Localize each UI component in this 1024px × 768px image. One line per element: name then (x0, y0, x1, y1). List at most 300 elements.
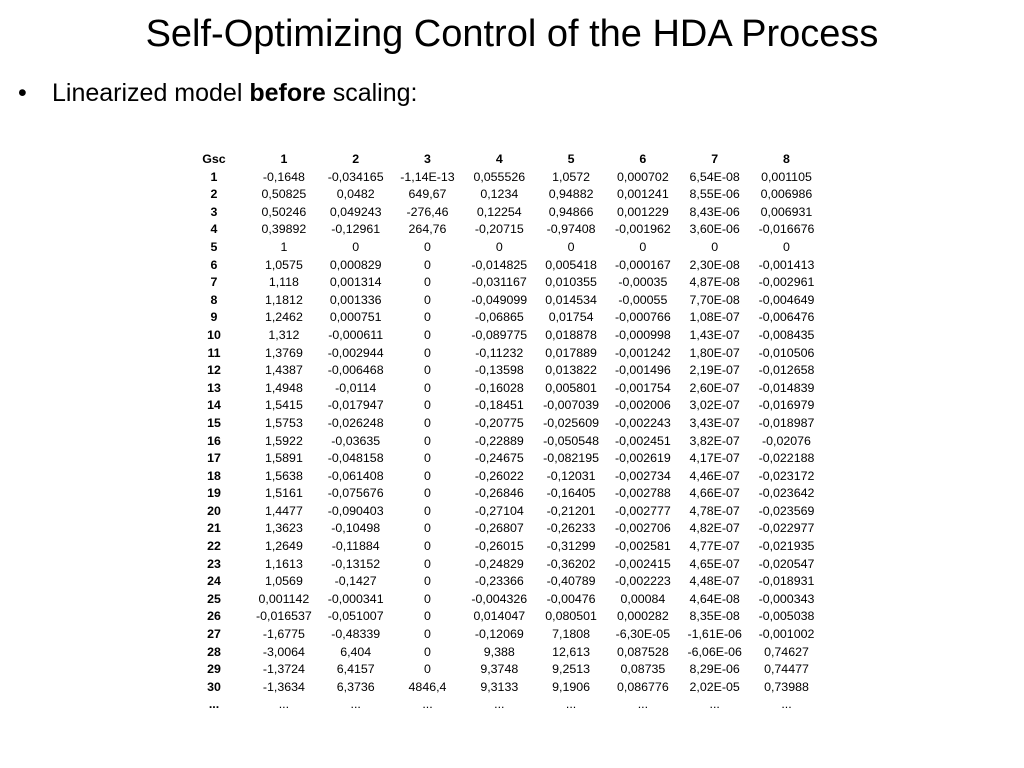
table-row (180, 362, 822, 380)
table-cell: 4,48E-07 (689, 574, 740, 589)
table-cell: 0 (424, 345, 431, 360)
table-row (180, 292, 822, 310)
table-cell: -0,40789 (546, 574, 596, 589)
table-row (180, 696, 822, 714)
table-cell: -0,010506 (758, 345, 815, 360)
table-row (180, 380, 822, 398)
table-row (180, 345, 822, 363)
table-cell: 1,3623 (264, 521, 303, 536)
table-cell: 2,60E-07 (689, 380, 740, 395)
table-cell: -0,002961 (758, 275, 815, 290)
table-cell: 2,19E-07 (689, 363, 740, 378)
table-cell: 0 (424, 468, 431, 483)
table-cell: 0 (711, 239, 719, 254)
table-cell: 0,001142 (258, 591, 310, 606)
table-cell: -0,001754 (614, 380, 671, 395)
table-cell: ... (781, 697, 792, 712)
table-cell: -0,005038 (758, 609, 815, 624)
table-row (180, 186, 822, 204)
table-cell: 0 (567, 239, 575, 254)
row-header: 30 (207, 679, 221, 694)
column-header: 3 (424, 152, 431, 166)
table-cell: -0,11232 (475, 345, 524, 360)
table-cell: -0,022977 (758, 521, 815, 536)
table-cell: 0,000829 (329, 257, 382, 272)
table-cell: 9,1906 (552, 679, 591, 694)
column-header: 4 (495, 152, 503, 166)
table-cell: 0,50825 (261, 187, 307, 202)
table-cell: -0,23366 (474, 574, 524, 589)
row-header: 1 (210, 169, 218, 184)
column-header: 8 (783, 152, 790, 166)
table-cell: 0 (424, 398, 431, 413)
table-cell: -0,004649 (758, 292, 815, 307)
table-cell: 9,3133 (480, 679, 519, 694)
table-cell: 0 (424, 239, 431, 254)
table-cell: -0,26233 (546, 521, 596, 536)
table-cell: 0 (424, 451, 431, 466)
table-cell: -0,12031 (546, 468, 596, 483)
table-cell: 0,006986 (760, 187, 813, 202)
table-cell: -0,006468 (327, 363, 384, 378)
table-cell: -0,014839 (758, 380, 815, 395)
table-cell: -0,002451 (614, 433, 671, 448)
table-cell: 0,010355 (545, 275, 597, 290)
row-header: 5 (210, 239, 218, 254)
table-cell: -0,023569 (758, 503, 815, 518)
table-cell: 0 (783, 239, 790, 254)
row-header: 15 (207, 415, 221, 430)
table-cell: 3,02E-07 (689, 398, 740, 413)
table-header-row (180, 151, 822, 169)
row-header: 26 (207, 609, 221, 624)
table-cell: 9,2513 (552, 662, 591, 677)
table-cell: -0,090403 (327, 503, 384, 518)
table-cell: 6,404 (340, 644, 372, 659)
table-cell: 264,76 (408, 222, 447, 237)
table-cell: 1,2649 (264, 539, 303, 554)
row-header: 10 (207, 327, 221, 342)
table-cell: -0,025609 (543, 415, 599, 430)
table-cell: -1,61E-06 (687, 627, 742, 642)
table-cell: 7,70E-08 (689, 292, 740, 307)
table-cell: -0,00476 (546, 591, 596, 606)
table-cell: 1,08E-07 (689, 310, 740, 325)
row-header: 24 (207, 574, 221, 589)
table-cell: 0,94866 (548, 204, 594, 219)
table-cell: 0,018878 (545, 327, 597, 342)
table-cell: -0,22889 (474, 433, 524, 448)
table-row (180, 415, 822, 433)
table-cell: 0 (424, 257, 431, 272)
table-cell: 0,055526 (473, 169, 526, 184)
table-cell: -0,061408 (327, 468, 384, 483)
table-cell: 9,3748 (480, 662, 519, 677)
table-cell: -0,26015 (474, 539, 524, 554)
table-cell: ... (709, 697, 720, 712)
row-header: 27 (207, 627, 221, 642)
table-cell: 1,5922 (264, 433, 303, 448)
bullet-symbol: • (18, 79, 27, 107)
table-cell: 0 (424, 627, 431, 642)
table-cell: -0,48339 (331, 627, 381, 642)
table-cell: -1,3724 (262, 662, 305, 677)
table-cell: -0,00035 (618, 275, 668, 290)
table-cell: 12,613 (552, 644, 591, 659)
table-row (180, 169, 822, 187)
table-cell: 1,5753 (264, 415, 303, 430)
table-cell: -0,97408 (546, 222, 596, 237)
table-cell: -0,017947 (327, 398, 384, 413)
table-cell: 0 (424, 292, 431, 307)
table-cell: 0 (639, 239, 647, 254)
table-cell: -0,014825 (471, 257, 528, 272)
row-header: 19 (207, 486, 221, 501)
column-header: Gsc (202, 152, 226, 166)
row-header: 21 (207, 521, 221, 536)
table-cell: -0,13152 (331, 556, 381, 571)
table-cell: -0,12069 (474, 627, 524, 642)
table-cell: 8,55E-06 (689, 187, 740, 202)
table-cell: 0,001229 (617, 204, 669, 219)
column-header: 7 (711, 152, 719, 166)
table-cell: -0,1427 (334, 574, 377, 589)
gain-matrix-table (180, 151, 822, 714)
table-cell: -0,023642 (758, 486, 815, 501)
table-cell: -0,002006 (614, 398, 671, 413)
table-cell: -0,12961 (331, 222, 381, 237)
table-cell: -0,004326 (471, 591, 528, 606)
table-cell: 0 (424, 662, 431, 677)
slide-title: Self-Optimizing Control of the HDA Process (145, 13, 879, 55)
table-cell: 0 (495, 239, 503, 254)
table-cell: 0,013822 (545, 363, 597, 378)
table-cell: -0,24829 (474, 556, 524, 571)
table-cell: -0,31299 (546, 539, 596, 554)
table-cell: -0,082195 (543, 451, 599, 466)
table-cell: -0,049099 (471, 292, 528, 307)
table-cell: 0,000702 (617, 169, 669, 184)
table-cell: 3,60E-06 (689, 222, 740, 237)
table-cell: 4846,4 (408, 679, 447, 694)
table-cell: 0 (424, 433, 431, 448)
table-cell: -0,000343 (758, 591, 815, 606)
table-cell: 0,73988 (764, 679, 809, 694)
table-cell: 4,82E-07 (689, 521, 740, 536)
table-cell: -6,30E-05 (615, 627, 671, 642)
table-cell: 0,014047 (473, 609, 526, 624)
table-row (180, 556, 822, 574)
table-row (180, 661, 822, 679)
table-row (180, 257, 822, 275)
table-cell: 1,5161 (264, 486, 303, 501)
table-cell: -0,075676 (327, 486, 384, 501)
table-row (180, 433, 822, 451)
table-cell: -0,000167 (614, 257, 671, 272)
table-cell: -0,002581 (614, 539, 671, 554)
row-header: 23 (207, 556, 221, 571)
table-cell: -0,26807 (474, 521, 524, 536)
bullet-text-before: Linearized model (52, 79, 250, 107)
table-cell: 1,5638 (264, 468, 303, 483)
table-cell: 0 (424, 380, 431, 395)
table-cell: 7,1808 (552, 627, 591, 642)
table-cell: -0,21201 (546, 503, 596, 518)
table-cell: 0 (424, 503, 431, 518)
table-cell: 2,30E-08 (689, 257, 740, 272)
table-cell: 0 (424, 521, 431, 536)
table-cell: -0,050548 (543, 433, 599, 448)
table-row (180, 503, 822, 521)
table-cell: -0,023172 (758, 468, 815, 483)
table-cell: 1,5415 (264, 398, 303, 413)
table-cell: 1,4387 (264, 363, 303, 378)
table-cell: 0 (424, 539, 431, 554)
table-cell: -1,3634 (262, 679, 305, 694)
table-cell: -0,000766 (614, 310, 671, 325)
table-cell: 0,000751 (329, 310, 382, 325)
row-header: 22 (207, 539, 221, 554)
table-cell: -0,048158 (327, 451, 384, 466)
table-cell: 1,43E-07 (689, 327, 740, 342)
table-cell: -0,20715 (474, 222, 524, 237)
table-cell: 2,02E-05 (689, 679, 740, 694)
table-row (180, 644, 822, 662)
table-cell: -0,26022 (474, 468, 524, 483)
table-cell: 1,4477 (264, 503, 303, 518)
table-cell: ... (494, 697, 505, 712)
column-header: 6 (639, 152, 647, 166)
table-cell: 0,12254 (476, 204, 522, 219)
table-cell: -0,001962 (614, 222, 671, 237)
table-cell: -276,46 (406, 204, 449, 219)
table-cell: 0 (424, 327, 431, 342)
table-cell: 0 (424, 591, 431, 606)
table-cell: -0,007039 (543, 398, 599, 413)
table-cell: 0,005418 (545, 257, 597, 272)
table-row (180, 485, 822, 503)
table-cell: -0,16405 (546, 486, 596, 501)
table-row (180, 468, 822, 486)
table-cell: ... (565, 697, 577, 712)
row-header: 29 (207, 662, 221, 677)
table-cell: 4,78E-07 (689, 503, 740, 518)
table-cell: 1,3769 (264, 345, 303, 360)
table-cell: 0 (424, 574, 431, 589)
table-row (180, 274, 822, 292)
table-cell: 0,74477 (764, 662, 809, 677)
table-cell: -0,001496 (614, 363, 671, 378)
table-cell: 0,080501 (545, 609, 597, 624)
table-cell: -0,001413 (758, 257, 815, 272)
table-row (180, 309, 822, 327)
table-cell: -0,11884 (331, 539, 380, 554)
table-cell: 0,087528 (617, 644, 669, 659)
table-cell: 1,5891 (264, 451, 303, 466)
table-row (180, 626, 822, 644)
table-cell: -0,002788 (614, 486, 671, 501)
table-cell: 0,01754 (548, 310, 594, 325)
table-cell: 4,17E-07 (689, 451, 740, 466)
table-cell: 6,54E-08 (689, 169, 740, 184)
table-row (180, 538, 822, 556)
bullet-item (18, 76, 417, 110)
table-cell: 8,29E-06 (689, 662, 740, 677)
table-cell: 3,82E-07 (689, 433, 740, 448)
table-cell: 0,001336 (329, 292, 382, 307)
table-cell: 4,65E-07 (689, 556, 740, 571)
table-cell: 0 (424, 415, 431, 430)
table-cell: -0,022188 (758, 451, 815, 466)
table-cell: -1,14E-13 (400, 169, 455, 184)
table-cell: 0,001241 (617, 187, 669, 202)
table-cell: -0,20775 (474, 415, 524, 430)
table-cell: 0,017889 (545, 345, 597, 360)
table-cell: 0 (352, 239, 360, 254)
table-cell: ... (422, 697, 433, 712)
column-header: 2 (352, 152, 360, 166)
table-cell: 9,388 (483, 644, 515, 659)
table-cell: 0,006931 (760, 204, 813, 219)
table-cell: -0,06865 (474, 310, 524, 325)
table-cell: 0 (424, 363, 431, 378)
table-cell: -0,026248 (327, 415, 384, 430)
row-header: 13 (207, 380, 221, 395)
table-cell: -0,001002 (758, 627, 815, 642)
table-cell: 0,001314 (329, 275, 382, 290)
table-cell: -0,089775 (471, 327, 528, 342)
row-header: 11 (207, 345, 221, 360)
table-cell: 0,000282 (617, 609, 669, 624)
table-cell: 1,1812 (264, 292, 303, 307)
table-cell: -0,002243 (614, 415, 671, 430)
table-cell: -0,016537 (255, 609, 312, 624)
table-cell: 0 (424, 310, 431, 325)
table-cell: -0,16028 (474, 380, 524, 395)
table-cell: -0,000341 (327, 591, 384, 606)
table-row (180, 221, 822, 239)
table-cell: ... (350, 697, 361, 712)
table-cell: 4,64E-08 (689, 591, 740, 606)
row-header: 7 (210, 275, 218, 290)
table-cell: -6,06E-06 (687, 644, 742, 659)
row-header: 16 (207, 433, 221, 448)
table-cell: 6,3736 (336, 679, 375, 694)
table-cell: 0 (424, 275, 431, 290)
table-cell: -0,018931 (758, 574, 815, 589)
table-row (180, 450, 822, 468)
row-header: 8 (210, 292, 218, 307)
row-header: 12 (207, 363, 221, 378)
table-cell: 0,39892 (261, 222, 307, 237)
table-cell: 649,67 (408, 187, 447, 202)
table-cell: -0,001242 (614, 345, 671, 360)
table-cell: -0,0114 (335, 380, 377, 395)
row-header: 9 (210, 310, 218, 325)
table-cell: 4,87E-08 (689, 275, 740, 290)
table-cell: -3,0064 (262, 644, 305, 659)
table-cell: 0,0482 (336, 187, 375, 202)
table-cell: -0,016676 (758, 222, 815, 237)
table-cell: 0,50246 (261, 204, 307, 219)
table-cell: -0,002944 (327, 345, 384, 360)
table-row (180, 573, 822, 591)
row-header: 18 (207, 468, 221, 483)
table-cell: 0,049243 (329, 204, 382, 219)
table-cell: 1,4948 (264, 380, 303, 395)
table-cell: -0,02076 (762, 433, 811, 448)
row-header: 17 (207, 451, 221, 466)
row-header: 3 (210, 204, 218, 219)
table-row (180, 679, 822, 697)
column-header: 1 (280, 152, 288, 166)
table-cell: -0,034165 (327, 169, 384, 184)
table-cell: -0,24675 (474, 451, 524, 466)
table-cell: 0 (424, 486, 431, 501)
table-cell: -0,002777 (614, 503, 671, 518)
row-header: 4 (210, 222, 218, 237)
table-cell: 0,001105 (761, 169, 812, 184)
table-cell: 1,312 (268, 327, 300, 342)
table-cell: -0,002415 (614, 556, 671, 571)
table-cell: -0,020547 (758, 556, 815, 571)
table-row (180, 608, 822, 626)
bullet-text-bold: before (249, 79, 326, 107)
table-cell: 4,46E-07 (689, 468, 740, 483)
bullet-text-after: scaling: (325, 79, 418, 107)
column-header: 5 (567, 152, 575, 166)
row-header: 28 (207, 644, 221, 659)
table-cell: -0,002619 (614, 451, 671, 466)
table-cell: -0,36202 (546, 556, 596, 571)
table-cell: ... (637, 697, 649, 712)
table-row (180, 520, 822, 538)
row-header: 20 (207, 503, 221, 518)
table-cell: -0,002223 (614, 574, 671, 589)
table-cell: 4,77E-07 (689, 539, 740, 554)
table-row (180, 239, 822, 257)
table-cell: 0 (424, 609, 431, 624)
table-cell: -0,012658 (758, 363, 815, 378)
table-cell: -0,00055 (618, 292, 668, 307)
table-cell: 0 (424, 644, 431, 659)
table-cell: -0,10498 (331, 521, 381, 536)
table-cell: 1,1613 (264, 556, 303, 571)
table-cell: 0,00084 (620, 591, 666, 606)
table-cell: 8,35E-08 (689, 609, 740, 624)
table-cell: 0 (424, 556, 431, 571)
table-cell: -0,1648 (262, 169, 305, 184)
table-cell: -0,18451 (474, 398, 524, 413)
table-cell: 0,94882 (548, 187, 594, 202)
table-cell: 1,0575 (264, 257, 303, 272)
table-cell: -0,018987 (758, 415, 815, 430)
table-cell: 1,2462 (264, 310, 303, 325)
table-cell: 1,0569 (264, 574, 303, 589)
table-cell: -0,000998 (614, 327, 671, 342)
table-cell: 0,005801 (545, 380, 597, 395)
table-cell: 0,014534 (545, 292, 597, 307)
table-cell: 8,43E-06 (689, 204, 740, 219)
row-header: ... (208, 697, 220, 712)
table-cell: -0,006476 (758, 310, 815, 325)
table-cell: 0,086776 (617, 679, 669, 694)
table-cell: -0,021935 (758, 539, 815, 554)
table-cell: -0,002706 (614, 521, 671, 536)
table-cell: -0,000611 (328, 327, 384, 342)
table-cell: 1,0572 (552, 169, 591, 184)
table-cell: -0,03635 (331, 433, 381, 448)
